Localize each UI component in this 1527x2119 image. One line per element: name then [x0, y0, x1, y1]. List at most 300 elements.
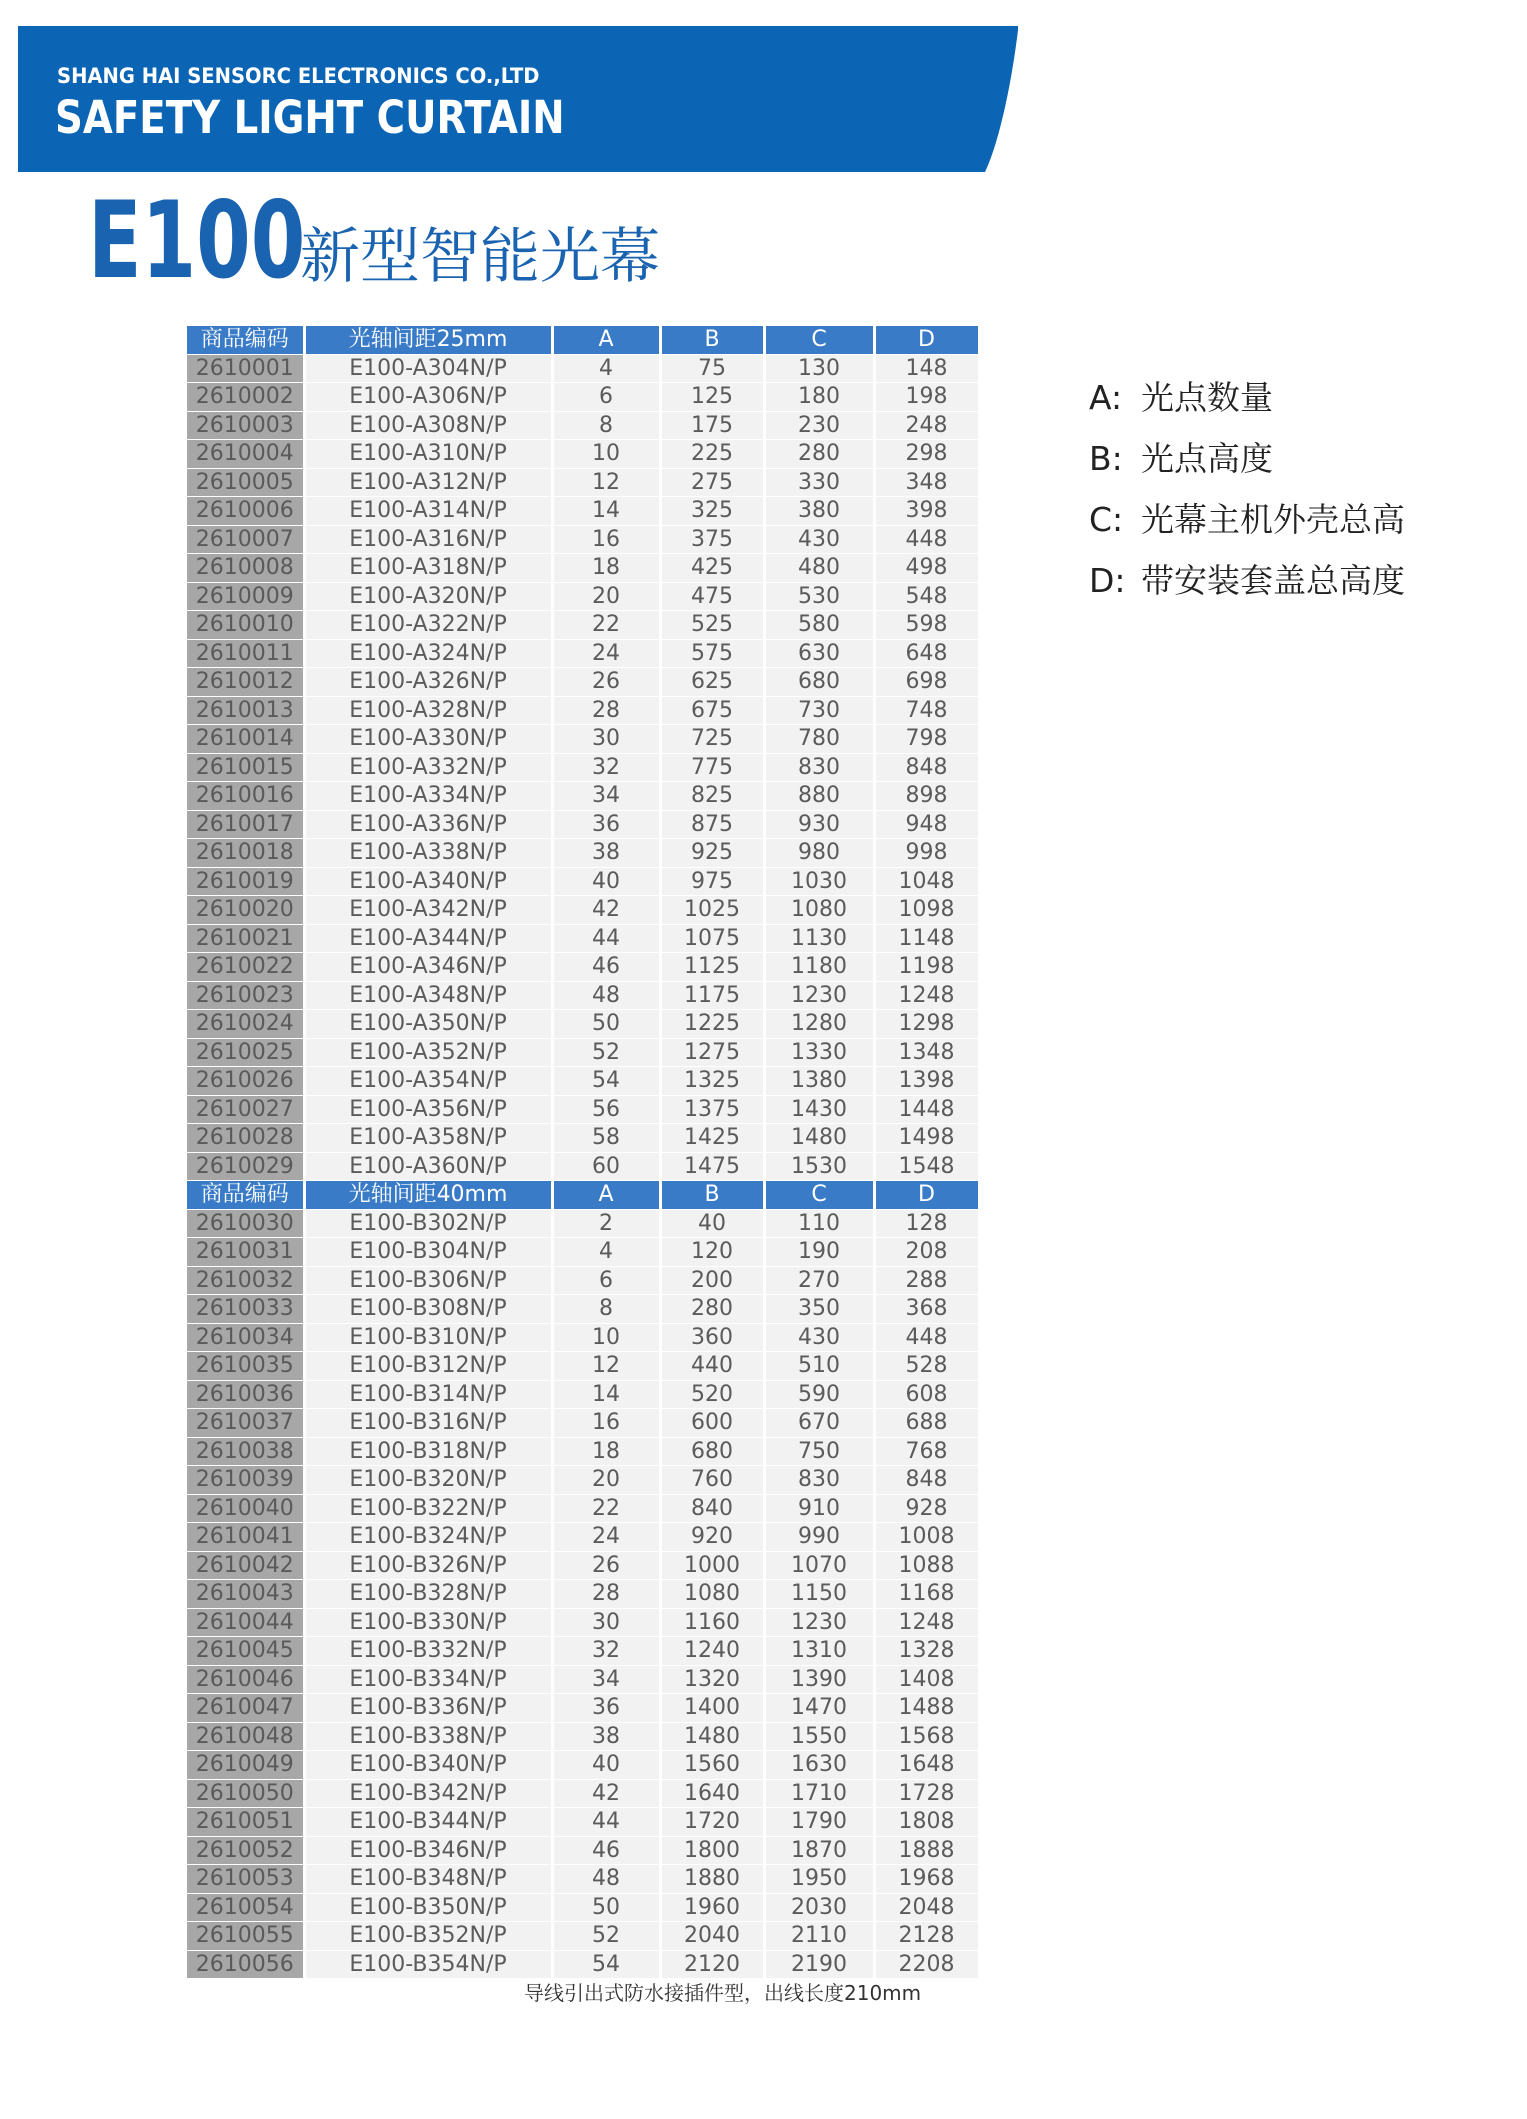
table-cell: E100-B310N/P [304, 1323, 552, 1352]
table-cell: 208 [874, 1238, 979, 1267]
product-code-cell: 2610011 [187, 639, 304, 668]
table-cell: E100-A328N/P [304, 696, 552, 725]
table-cell: 525 [660, 611, 764, 640]
table-cell: 20 [552, 582, 660, 611]
table-row [187, 981, 979, 1010]
table-cell: 1088 [874, 1551, 979, 1580]
table-cell: 2110 [764, 1922, 874, 1951]
table-cell: 1008 [874, 1523, 979, 1552]
legend-key: C: [1089, 500, 1124, 539]
product-code-cell: 2610040 [187, 1494, 304, 1523]
table-cell: 32 [552, 753, 660, 782]
table-cell: 680 [660, 1437, 764, 1466]
table-cell: E100-B324N/P [304, 1523, 552, 1552]
legend-text: 光点高度 [1141, 439, 1273, 478]
table-cell: 28 [552, 1580, 660, 1609]
table-cell: 24 [552, 639, 660, 668]
product-code-cell: 2610021 [187, 924, 304, 953]
table-cell: E100-A360N/P [304, 1152, 552, 1181]
table-cell: 52 [552, 1922, 660, 1951]
product-code-cell: 2610003 [187, 411, 304, 440]
table-cell: 840 [660, 1494, 764, 1523]
product-code-cell: 2610034 [187, 1323, 304, 1352]
product-code-cell: 2610038 [187, 1437, 304, 1466]
table-row [187, 696, 979, 725]
table-row [187, 1580, 979, 1609]
legend-key: A: [1089, 378, 1123, 417]
product-code-cell: 2610037 [187, 1409, 304, 1438]
product-code-cell: 2610033 [187, 1295, 304, 1324]
product-code-cell: 2610025 [187, 1038, 304, 1067]
table-cell: 1320 [660, 1665, 764, 1694]
table-cell: 680 [764, 668, 874, 697]
product-code-cell: 2610006 [187, 497, 304, 526]
table-row [187, 1266, 979, 1295]
table-cell: 40 [552, 1751, 660, 1780]
table-cell: 12 [552, 1352, 660, 1381]
table-cell: 280 [764, 440, 874, 469]
table-cell: 1098 [874, 896, 979, 925]
table-cell: 16 [552, 1409, 660, 1438]
table-cell: 1240 [660, 1637, 764, 1666]
table-cell: 1800 [660, 1836, 764, 1865]
table-cell: E100-A342N/P [304, 896, 552, 925]
table-cell: 670 [764, 1409, 874, 1438]
legend-key: D: [1089, 561, 1126, 600]
product-code-cell: 2610023 [187, 981, 304, 1010]
table-row [187, 1152, 979, 1181]
table-cell: 20 [552, 1466, 660, 1495]
table-cell: 1150 [764, 1580, 874, 1609]
legend-item [1089, 367, 1405, 428]
table-cell: E100-A304N/P [304, 354, 552, 383]
table-row [187, 782, 979, 811]
table-row [187, 497, 979, 526]
product-code-cell: 2610048 [187, 1722, 304, 1751]
table-cell: E100-B346N/P [304, 1836, 552, 1865]
product-code-cell: 2610043 [187, 1580, 304, 1609]
table-cell: 16 [552, 525, 660, 554]
table-row [187, 1694, 979, 1723]
table-row [187, 1950, 979, 1979]
product-code-cell: 2610002 [187, 383, 304, 412]
product-code-cell: 2610052 [187, 1836, 304, 1865]
table-cell: E100-B314N/P [304, 1380, 552, 1409]
table-cell: 26 [552, 668, 660, 697]
table-cell: 880 [764, 782, 874, 811]
table-cell: 1398 [874, 1067, 979, 1096]
table-cell: E100-B322N/P [304, 1494, 552, 1523]
table-row [187, 1209, 979, 1238]
legend-item [1089, 428, 1405, 489]
table-row [187, 668, 979, 697]
table-cell: 398 [874, 497, 979, 526]
table-cell: E100-B304N/P [304, 1238, 552, 1267]
table-cell: 825 [660, 782, 764, 811]
table-cell: 1728 [874, 1779, 979, 1808]
column-header: B [660, 1181, 764, 1210]
table-cell: 688 [874, 1409, 979, 1438]
column-header: 光轴间距25mm [304, 326, 552, 354]
table-cell: E100-A310N/P [304, 440, 552, 469]
table-row [187, 839, 979, 868]
table-row [187, 468, 979, 497]
column-header: C [764, 326, 874, 354]
product-code-cell: 2610031 [187, 1238, 304, 1267]
table-cell: 548 [874, 582, 979, 611]
table-cell: E100-B338N/P [304, 1722, 552, 1751]
table-cell: 760 [660, 1466, 764, 1495]
table-cell: 1130 [764, 924, 874, 953]
table-cell: 1180 [764, 953, 874, 982]
table-cell: 750 [764, 1437, 874, 1466]
table-cell: 1870 [764, 1836, 874, 1865]
table-cell: 675 [660, 696, 764, 725]
product-code-cell: 2610036 [187, 1380, 304, 1409]
table-cell: 648 [874, 639, 979, 668]
table-cell: 40 [660, 1209, 764, 1238]
table-cell: E100-A344N/P [304, 924, 552, 953]
table-row [187, 582, 979, 611]
table-cell: E100-B332N/P [304, 1637, 552, 1666]
table-row [187, 1095, 979, 1124]
product-code-cell: 2610007 [187, 525, 304, 554]
table-cell: 528 [874, 1352, 979, 1381]
table-row [187, 953, 979, 982]
table-cell: 1480 [660, 1722, 764, 1751]
product-code-cell: 2610046 [187, 1665, 304, 1694]
table-row [187, 1038, 979, 1067]
product-code-cell: 2610013 [187, 696, 304, 725]
table-cell: 1568 [874, 1722, 979, 1751]
table-row [187, 525, 979, 554]
product-code-cell: 2610035 [187, 1352, 304, 1381]
table-cell: E100-A356N/P [304, 1095, 552, 1124]
table-cell: 1630 [764, 1751, 874, 1780]
table-cell: 1408 [874, 1665, 979, 1694]
product-code-cell: 2610012 [187, 668, 304, 697]
table-cell: 948 [874, 810, 979, 839]
column-header: C [764, 1181, 874, 1210]
table-row [187, 753, 979, 782]
table-cell: 1160 [660, 1608, 764, 1637]
table-cell: 775 [660, 753, 764, 782]
table-cell: 120 [660, 1238, 764, 1267]
table-cell: 18 [552, 1437, 660, 1466]
legend [1089, 367, 1405, 611]
table-cell: 54 [552, 1950, 660, 1979]
table-row [187, 1238, 979, 1267]
table-row [187, 924, 979, 953]
product-code-cell: 2610027 [187, 1095, 304, 1124]
table-cell: 1960 [660, 1893, 764, 1922]
table-cell: 2128 [874, 1922, 979, 1951]
table-cell: 1548 [874, 1152, 979, 1181]
table-row [187, 1437, 979, 1466]
table-cell: E100-B336N/P [304, 1694, 552, 1723]
table-row [187, 411, 979, 440]
product-code-cell: 2610056 [187, 1950, 304, 1979]
table-cell: 38 [552, 839, 660, 868]
table-cell: 75 [660, 354, 764, 383]
table-row [187, 1380, 979, 1409]
table-cell: 325 [660, 497, 764, 526]
table-cell: E100-A350N/P [304, 1010, 552, 1039]
table-cell: 1425 [660, 1124, 764, 1153]
table-cell: 930 [764, 810, 874, 839]
table-cell: E100-B340N/P [304, 1751, 552, 1780]
table-cell: 200 [660, 1266, 764, 1295]
table-cell: 180 [764, 383, 874, 412]
table-cell: 2 [552, 1209, 660, 1238]
legend-text: 光幕主机外壳总高 [1141, 500, 1405, 539]
table-cell: 875 [660, 810, 764, 839]
table-cell: 448 [874, 525, 979, 554]
table-cell: 1310 [764, 1637, 874, 1666]
table-cell: 110 [764, 1209, 874, 1238]
product-code-cell: 2610054 [187, 1893, 304, 1922]
table-cell: 1710 [764, 1779, 874, 1808]
product-code-cell: 2610015 [187, 753, 304, 782]
table-cell: 58 [552, 1124, 660, 1153]
table-cell: 910 [764, 1494, 874, 1523]
table-cell: 380 [764, 497, 874, 526]
product-code-cell: 2610014 [187, 725, 304, 754]
table-cell: 1148 [874, 924, 979, 953]
table-cell: 575 [660, 639, 764, 668]
table-cell: 10 [552, 440, 660, 469]
table-cell: 1470 [764, 1694, 874, 1723]
table-cell: 128 [874, 1209, 979, 1238]
table-row [187, 1352, 979, 1381]
table-row [187, 611, 979, 640]
table-cell: E100-B344N/P [304, 1808, 552, 1837]
table-cell: 980 [764, 839, 874, 868]
table-cell: 368 [874, 1295, 979, 1324]
table-cell: 600 [660, 1409, 764, 1438]
table-cell: 1550 [764, 1722, 874, 1751]
table-row [187, 896, 979, 925]
product-code-cell: 2610053 [187, 1865, 304, 1894]
table-cell: E100-B320N/P [304, 1466, 552, 1495]
table-cell: 34 [552, 782, 660, 811]
table-cell: 22 [552, 1494, 660, 1523]
table-cell: E100-A354N/P [304, 1067, 552, 1096]
table-cell: E100-A348N/P [304, 981, 552, 1010]
product-code-cell: 2610050 [187, 1779, 304, 1808]
table-row [187, 1295, 979, 1324]
table-cell: E100-A332N/P [304, 753, 552, 782]
table-cell: 1375 [660, 1095, 764, 1124]
table-cell: 46 [552, 1836, 660, 1865]
table-row [187, 1010, 979, 1039]
table-cell: 6 [552, 1266, 660, 1295]
table-cell: 26 [552, 1551, 660, 1580]
banner-title: SAFETY LIGHT CURTAIN [55, 91, 565, 144]
header-banner [0, 0, 1527, 180]
product-code-cell: 2610045 [187, 1637, 304, 1666]
table-cell: 48 [552, 1865, 660, 1894]
table-cell: E100-A330N/P [304, 725, 552, 754]
column-header: A [552, 326, 660, 354]
table-cell: 60 [552, 1152, 660, 1181]
table-cell: E100-B348N/P [304, 1865, 552, 1894]
table-cell: 1298 [874, 1010, 979, 1039]
table-cell: E100-A336N/P [304, 810, 552, 839]
table-cell: 530 [764, 582, 874, 611]
table-cell: 1348 [874, 1038, 979, 1067]
table-cell: 148 [874, 354, 979, 383]
legend-key: B: [1089, 439, 1123, 478]
table-row [187, 1808, 979, 1837]
table-cell: E100-A340N/P [304, 867, 552, 896]
table-cell: 50 [552, 1010, 660, 1039]
table-cell: 44 [552, 1808, 660, 1837]
table-cell: E100-A308N/P [304, 411, 552, 440]
table-cell: 1888 [874, 1836, 979, 1865]
legend-text: 光点数量 [1141, 378, 1273, 417]
table-cell: 1175 [660, 981, 764, 1010]
table-cell: E100-A318N/P [304, 554, 552, 583]
table-row [187, 1523, 979, 1552]
spec-table [187, 326, 981, 1979]
table-row [187, 354, 979, 383]
table-cell: 440 [660, 1352, 764, 1381]
table-cell: 848 [874, 1466, 979, 1495]
table-cell: 998 [874, 839, 979, 868]
table-cell: 288 [874, 1266, 979, 1295]
table-cell: 1400 [660, 1694, 764, 1723]
product-code-cell: 2610032 [187, 1266, 304, 1295]
table-cell: 630 [764, 639, 874, 668]
table-cell: E100-B318N/P [304, 1437, 552, 1466]
table-cell: 1480 [764, 1124, 874, 1153]
product-code-cell: 2610026 [187, 1067, 304, 1096]
table-cell: 425 [660, 554, 764, 583]
table-cell: 730 [764, 696, 874, 725]
product-code-cell: 2610010 [187, 611, 304, 640]
table-cell: 625 [660, 668, 764, 697]
column-header: A [552, 1181, 660, 1210]
table-cell: 798 [874, 725, 979, 754]
legend-item [1089, 550, 1405, 611]
product-code-cell: 2610017 [187, 810, 304, 839]
table-cell: 928 [874, 1494, 979, 1523]
table-cell: E100-B316N/P [304, 1409, 552, 1438]
table-cell: 1640 [660, 1779, 764, 1808]
table-cell: 348 [874, 468, 979, 497]
table-row [187, 383, 979, 412]
table-row [187, 1494, 979, 1523]
table-cell: E100-B350N/P [304, 1893, 552, 1922]
table-cell: 248 [874, 411, 979, 440]
table-cell: 1328 [874, 1637, 979, 1666]
table-row [187, 1551, 979, 1580]
table-cell: 1000 [660, 1551, 764, 1580]
table-cell: 498 [874, 554, 979, 583]
table-cell: 1280 [764, 1010, 874, 1039]
table-cell: 520 [660, 1380, 764, 1409]
product-code-cell: 2610044 [187, 1608, 304, 1637]
table-cell: 1968 [874, 1865, 979, 1894]
table-cell: 36 [552, 1694, 660, 1723]
table-cell: 22 [552, 611, 660, 640]
table-cell: 598 [874, 611, 979, 640]
table-cell: 125 [660, 383, 764, 412]
table-cell: 280 [660, 1295, 764, 1324]
product-code-cell: 2610008 [187, 554, 304, 583]
table-cell: E100-A320N/P [304, 582, 552, 611]
table-cell: 2048 [874, 1893, 979, 1922]
table-cell: 1075 [660, 924, 764, 953]
table-cell: 12 [552, 468, 660, 497]
table-cell: E100-B308N/P [304, 1295, 552, 1324]
table-row [187, 1751, 979, 1780]
table-cell: 430 [764, 1323, 874, 1352]
product-code-cell: 2610047 [187, 1694, 304, 1723]
product-code-cell: 2610039 [187, 1466, 304, 1495]
table-cell: 198 [874, 383, 979, 412]
table-cell: 2190 [764, 1950, 874, 1979]
table-cell: 50 [552, 1893, 660, 1922]
table-row [187, 1466, 979, 1495]
table-cell: 430 [764, 525, 874, 554]
table-cell: E100-A316N/P [304, 525, 552, 554]
table-row [187, 867, 979, 896]
column-header: 商品编码 [187, 326, 304, 354]
table-cell: 1880 [660, 1865, 764, 1894]
table-cell: 1648 [874, 1751, 979, 1780]
table-cell: 608 [874, 1380, 979, 1409]
table-cell: 130 [764, 354, 874, 383]
footnote: 导线引出式防水接插件型，出线长度210mm [524, 1981, 922, 2005]
table-cell: E100-A334N/P [304, 782, 552, 811]
company-name: SHANG HAI SENSORC ELECTRONICS CO.,LTD [57, 64, 540, 88]
table-cell: 1790 [764, 1808, 874, 1837]
table-cell: 1125 [660, 953, 764, 982]
table-cell: 230 [764, 411, 874, 440]
table-cell: 10 [552, 1323, 660, 1352]
table-row [187, 1067, 979, 1096]
table-cell: E100-A314N/P [304, 497, 552, 526]
column-header: D [874, 1181, 979, 1210]
table-cell: 1530 [764, 1152, 874, 1181]
table-cell: 725 [660, 725, 764, 754]
table-cell: E100-B306N/P [304, 1266, 552, 1295]
table-row [187, 810, 979, 839]
table-cell: 2030 [764, 1893, 874, 1922]
table-cell: 1488 [874, 1694, 979, 1723]
column-header: B [660, 326, 764, 354]
table-cell: E100-B334N/P [304, 1665, 552, 1694]
table-cell: 42 [552, 896, 660, 925]
table-cell: 780 [764, 725, 874, 754]
table-cell: 1070 [764, 1551, 874, 1580]
table-row [187, 1836, 979, 1865]
table-cell: 848 [874, 753, 979, 782]
table-cell: 1248 [874, 1608, 979, 1637]
table-cell: E100-A358N/P [304, 1124, 552, 1153]
table-cell: E100-A352N/P [304, 1038, 552, 1067]
table-row [187, 1409, 979, 1438]
table-cell: 375 [660, 525, 764, 554]
product-code-cell: 2610005 [187, 468, 304, 497]
table-cell: 8 [552, 411, 660, 440]
table-row [187, 554, 979, 583]
table-cell: 925 [660, 839, 764, 868]
product-code-cell: 2610030 [187, 1209, 304, 1238]
table-cell: 1230 [764, 1608, 874, 1637]
